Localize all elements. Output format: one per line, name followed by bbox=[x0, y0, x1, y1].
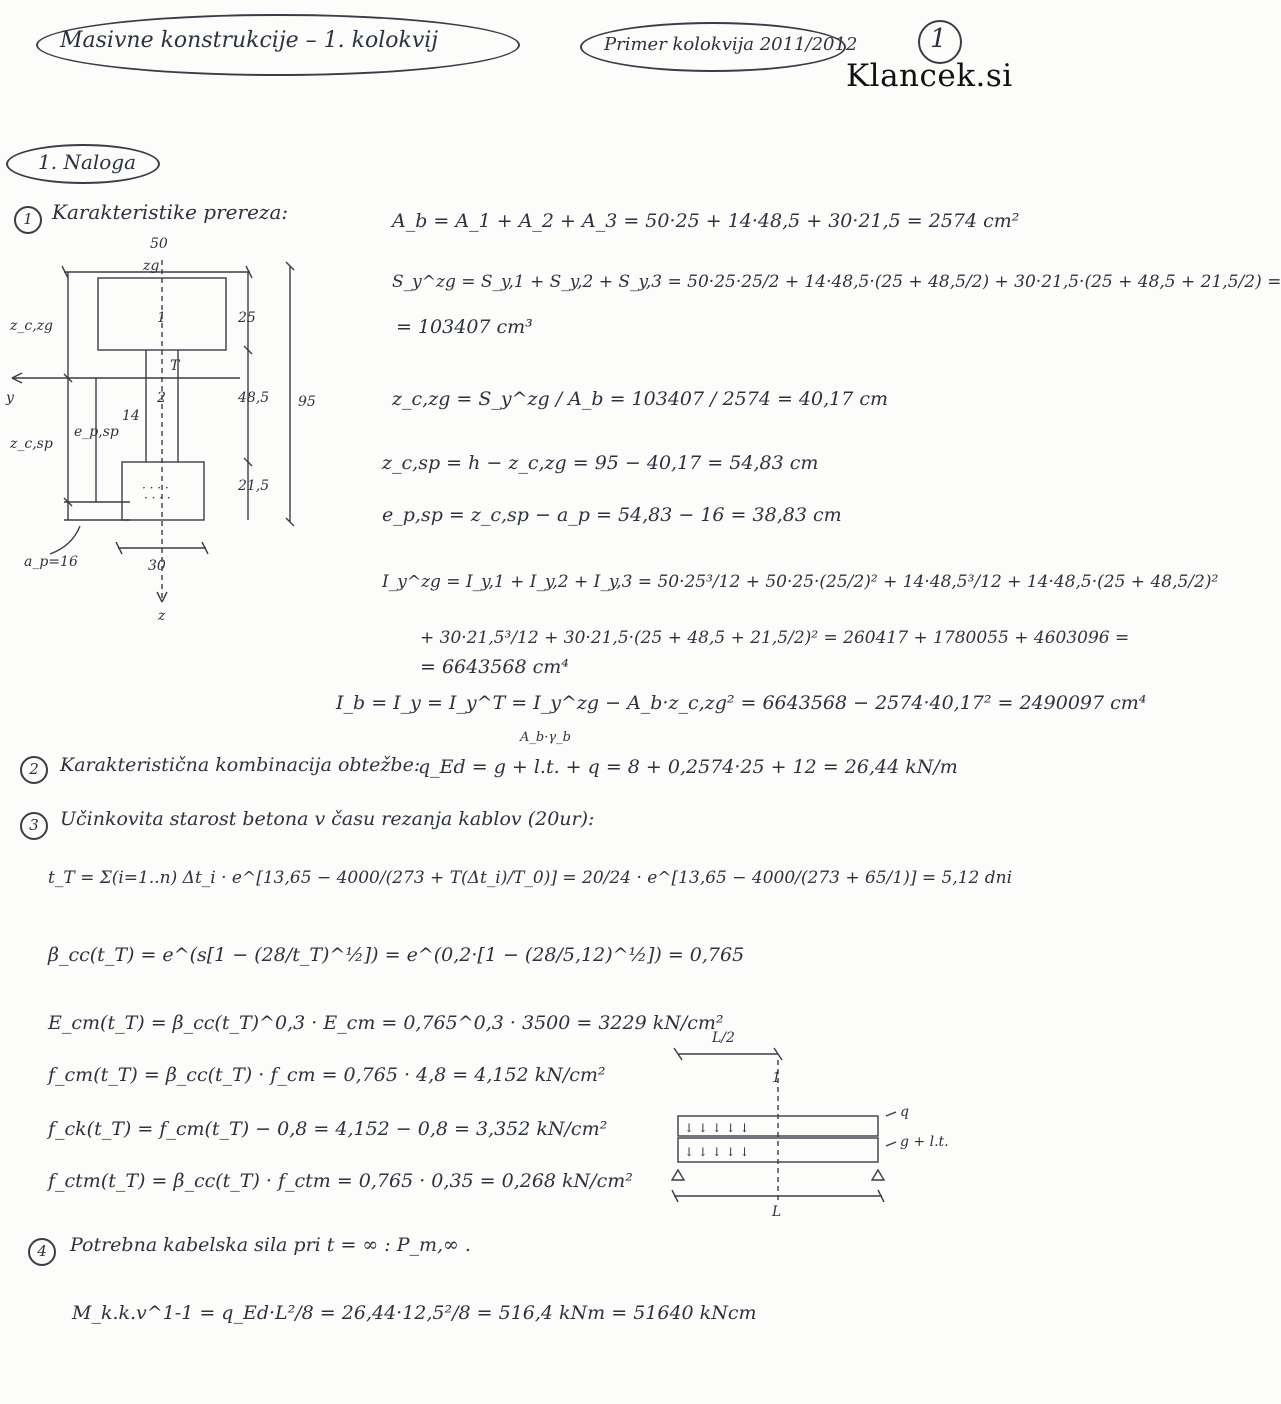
eq-iy-part-a: I_y^zg = I_y,1 + I_y,2 + I_y,3 = 50·25³/12 + 50·25·(25/2)² + 14·48,5³/12 + 14·48,5·(25 + 48,5/2)² bbox=[382, 572, 1219, 592]
load-q-label: q bbox=[900, 1104, 909, 1120]
task-label: 1. Naloga bbox=[38, 150, 137, 174]
y-axis-label: y bbox=[6, 390, 14, 406]
svg-text:↓ ↓ ↓ ↓: ↓ ↓ ↓ ↓ ↓ bbox=[684, 1145, 750, 1159]
dim-width-top: 50 bbox=[150, 236, 168, 252]
z-axis-label: z bbox=[158, 608, 166, 624]
section-2-title: Karakteristična kombinacija obtežbe: bbox=[60, 754, 421, 776]
eq-zc-zg: z_c,zg = S_y^zg / A_b = 103407 / 2574 = 40,17 cm bbox=[392, 388, 889, 410]
eq-static-moment: S_y^zg = S_y,1 + S_y,2 + S_y,3 = 50·25·25/2 + 14·48,5·(25 + 48,5/2) + 30·21,5·(25 + 48,5 + 21,5/2) = bbox=[392, 272, 1281, 292]
zc-zg-label: z_c,zg bbox=[10, 318, 54, 334]
eq-effective-age: t_T = Σ(i=1..n) Δt_i · e^[13,65 − 4000/(273 + T(Δt_i)/T_0)] = 20/24 · e^[13,65 − 4000/(273 + 65/1)] = 5,12 dni bbox=[48, 868, 1013, 888]
svg-text:↓ ↓ ↓ ↓: ↓ ↓ ↓ ↓ ↓ bbox=[684, 1121, 750, 1135]
section-3-title: Učinkovita starost betona v času rezanja kablov (20ur): bbox=[60, 808, 595, 830]
page-number: 1 bbox=[930, 24, 947, 54]
eq-static-moment-result: = 103407 cm³ bbox=[396, 316, 533, 338]
beam-load-sketch bbox=[660, 1020, 960, 1220]
section-2-number: 2 bbox=[20, 756, 48, 784]
page-subtitle: Primer kolokvija 2011/2012 bbox=[604, 34, 858, 55]
eq-moment: M_k.k.v^1-1 = q_Ed·L²/8 = 26,44·12,5²/8 = 516,4 kNm = 51640 kNcm bbox=[72, 1302, 757, 1324]
section-mark-label: 1 bbox=[772, 1070, 781, 1086]
part-2-label: 2 bbox=[157, 390, 166, 406]
svg-text:· · · ·: · · · · bbox=[144, 491, 171, 505]
ep-sp-label: e_p,sp bbox=[74, 424, 119, 440]
section-1-number: 1 bbox=[14, 206, 42, 234]
cross-section-sketch bbox=[0, 230, 320, 630]
h2-label: 48,5 bbox=[238, 390, 270, 406]
page-title: Masivne konstrukcije – 1. kolokvij bbox=[60, 28, 439, 53]
eq-ep-sp: e_p,sp = z_c,sp − a_p = 54,83 − 16 = 38,83 cm bbox=[382, 504, 842, 526]
dim-zg-label: zg bbox=[143, 258, 160, 274]
eq-iy-part-b: + 30·21,5³/12 + 30·21,5·(25 + 48,5 + 21,5/2)² = 260417 + 1780055 + 4603096 = bbox=[420, 628, 1130, 648]
section-4-number: 4 bbox=[28, 1238, 56, 1266]
section-2-note: A_b·γ_b bbox=[520, 730, 571, 745]
eq-q-ed: q_Ed = g + l.t. + q = 8 + 0,2574·25 + 12 = 26,44 kN/m bbox=[418, 756, 958, 778]
section-3-number: 3 bbox=[20, 812, 48, 840]
eq-area: A_b = A_1 + A_2 + A_3 = 50·25 + 14·48,5 + 30·21,5 = 2574 cm² bbox=[392, 210, 1020, 232]
h3-label: 21,5 bbox=[238, 478, 270, 494]
section-1-title: Karakteristike prereza: bbox=[52, 200, 289, 224]
load-g-label: g + l.t. bbox=[900, 1134, 949, 1150]
eq-beta-cc: β_cc(t_T) = e^(s[1 − (28/t_T)^½]) = e^(0,2·[1 − (28/5,12)^½]) = 0,765 bbox=[48, 944, 745, 966]
eq-fck: f_ck(t_T) = f_cm(t_T) − 0,8 = 4,152 − 0,8 = 3,352 kN/cm² bbox=[48, 1118, 608, 1140]
section-4-title: Potrebna kabelska sila pri t = ∞ : P_m,∞ . bbox=[70, 1234, 471, 1256]
ap-label: a_p=16 bbox=[24, 554, 78, 570]
h-total-label: 95 bbox=[298, 394, 316, 410]
eq-fctm: f_ctm(t_T) = β_cc(t_T) · f_ctm = 0,765 · 0,35 = 0,268 kN/cm² bbox=[48, 1170, 633, 1192]
svg-text:· · · ·: · · · · bbox=[142, 481, 169, 495]
part-1-label: 1 bbox=[157, 310, 166, 326]
span-label: L bbox=[772, 1204, 782, 1220]
bottom-width-label: 30 bbox=[148, 558, 166, 574]
klancek-logo: Klancek.si bbox=[846, 58, 1013, 94]
eq-zc-sp: z_c,sp = h − z_c,zg = 95 − 40,17 = 54,83 cm bbox=[382, 452, 819, 474]
centroid-label: T bbox=[170, 358, 180, 374]
eq-iy-result: = 6643568 cm⁴ bbox=[420, 656, 569, 678]
eq-ecm: E_cm(t_T) = β_cc(t_T)^0,3 · E_cm = 0,765^0,3 · 3500 = 3229 kN/cm² bbox=[48, 1012, 724, 1034]
web-width-label: 14 bbox=[122, 408, 140, 424]
eq-fcm: f_cm(t_T) = β_cc(t_T) · f_cm = 0,765 · 4,8 = 4,152 kN/cm² bbox=[48, 1064, 606, 1086]
h1-label: 25 bbox=[238, 310, 256, 326]
half-span-label: L/2 bbox=[712, 1030, 735, 1046]
eq-ib: I_b = I_y = I_y^T = I_y^zg − A_b·z_c,zg² = 6643568 − 2574·40,17² = 2490097 cm⁴ bbox=[336, 692, 1147, 714]
zc-sp-label: z_c,sp bbox=[10, 436, 53, 452]
